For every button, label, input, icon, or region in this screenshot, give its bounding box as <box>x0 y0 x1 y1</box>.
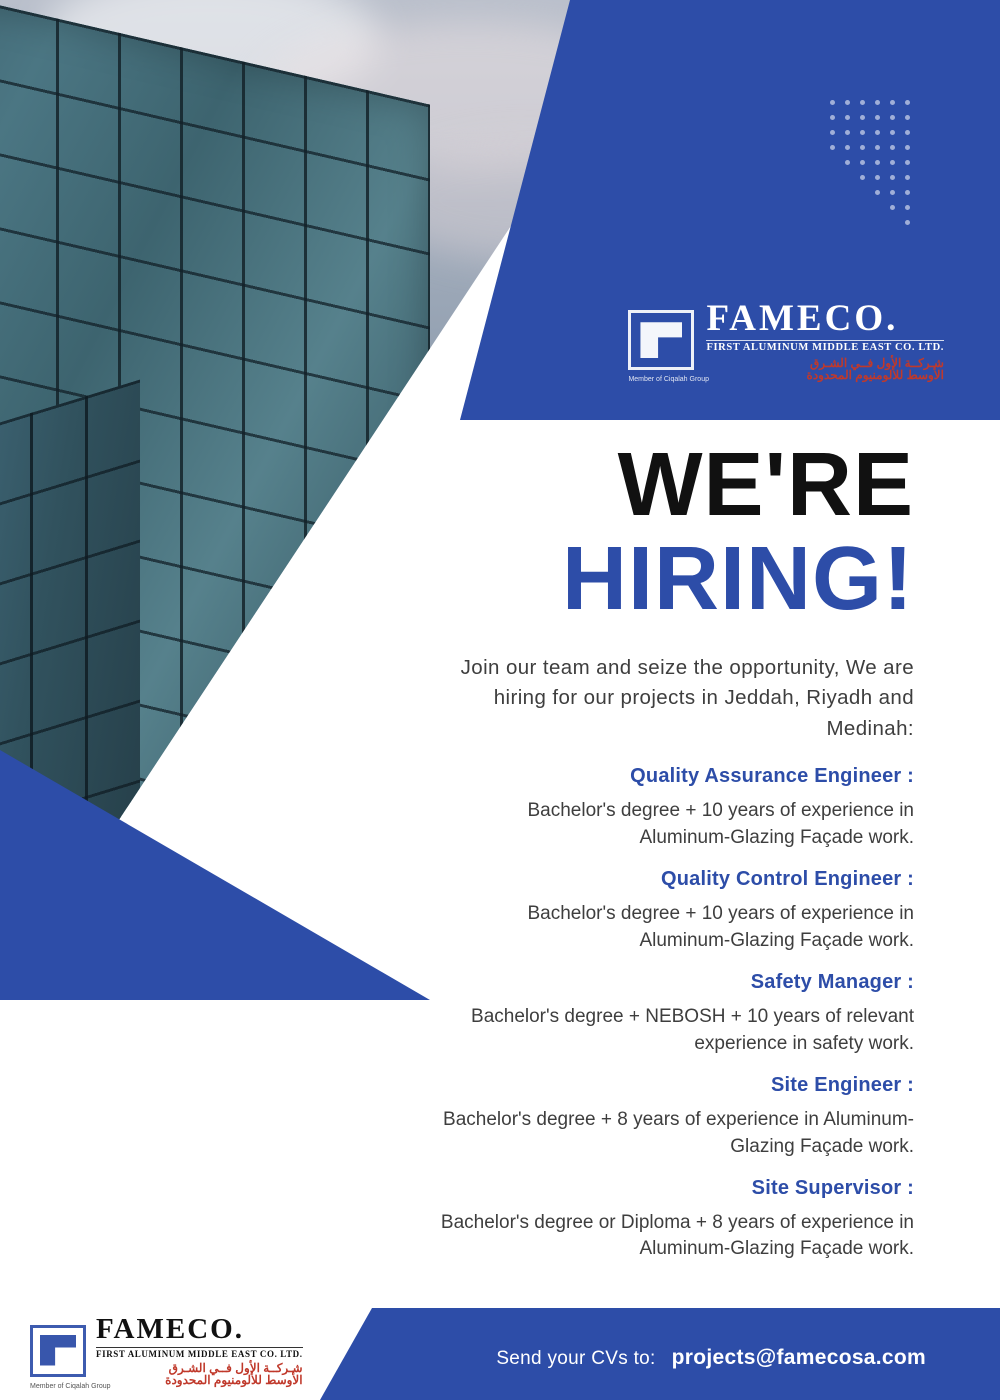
job-title: Site Engineer : <box>770 1073 914 1096</box>
header-logo <box>628 298 944 384</box>
job-title: Site Supervisor : <box>751 1176 914 1199</box>
footer <box>0 1308 1000 1400</box>
job-description: Bachelor's degree + 10 years of experience in Aluminum-Glazing Façade work. <box>527 799 914 848</box>
job-entry <box>440 868 914 955</box>
job-description: Bachelor's degree + 10 years of experience in Aluminum-Glazing Façade work. <box>527 902 914 951</box>
brand-subtitle: FIRST ALUMINUM MIDDLE EAST CO. LTD. <box>96 1349 303 1359</box>
job-entry <box>440 971 914 1058</box>
job-description: Bachelor's degree + 8 years of experience in Aluminum-Glazing Façade work. <box>443 1108 914 1157</box>
job-entry <box>440 765 914 852</box>
job-title: Quality Control Engineer : <box>661 867 914 890</box>
brand-arabic-line2: الأوسط للألومنيوم المحدودة <box>165 1373 303 1387</box>
brand-name: FAMECO. <box>96 1313 244 1345</box>
logo-member-text: Member of Ciqalah Group <box>628 376 709 384</box>
job-description: Bachelor's degree or Diploma + 8 years of experience in Aluminum-Glazing Façade work. <box>440 1211 914 1260</box>
cta-block <box>496 1346 926 1370</box>
job-entry <box>440 1177 914 1264</box>
job-entry <box>440 1074 914 1161</box>
footer-logo <box>30 1313 303 1390</box>
intro-paragraph: Join our team and seize the opportunity, We are hiring for our projects in Jeddah, Riyadh and Medinah: <box>460 655 914 740</box>
brand-arabic-line2: الأوسط للألومنيوم المحدودة <box>806 367 944 382</box>
cta-label: Send your CVs to: <box>496 1348 656 1369</box>
brand-arabic-line1: شـركــة الأول فــي الشـرق <box>810 355 944 370</box>
logo-wordmark <box>706 300 944 381</box>
brand-subtitle: FIRST ALUMINUM MIDDLE EAST CO. LTD. <box>706 342 944 353</box>
fameco-cube-icon <box>30 1325 111 1390</box>
job-description: Bachelor's degree + NEBOSH + 10 years of relevant experience in safety work. <box>471 1005 914 1054</box>
headline-line-2: HIRING! <box>562 529 914 629</box>
cta-email-link[interactable]: projects@famecosa.com <box>671 1346 926 1369</box>
job-title: Safety Manager : <box>750 970 914 993</box>
dot-grid-icon <box>830 100 916 240</box>
job-title: Quality Assurance Engineer : <box>630 764 914 787</box>
brand-arabic-line1: شـركــة الأول فــي الشـرق <box>168 1361 303 1375</box>
fameco-cube-icon <box>628 310 709 384</box>
logo-member-text: Member of Ciqalah Group <box>30 1382 111 1390</box>
headline-line-1: WE'RE <box>617 435 914 535</box>
main-content <box>440 435 1000 1279</box>
footer-logo-wordmark <box>96 1315 303 1386</box>
brand-name: FAMECO. <box>706 298 899 339</box>
job-list <box>440 765 914 1264</box>
